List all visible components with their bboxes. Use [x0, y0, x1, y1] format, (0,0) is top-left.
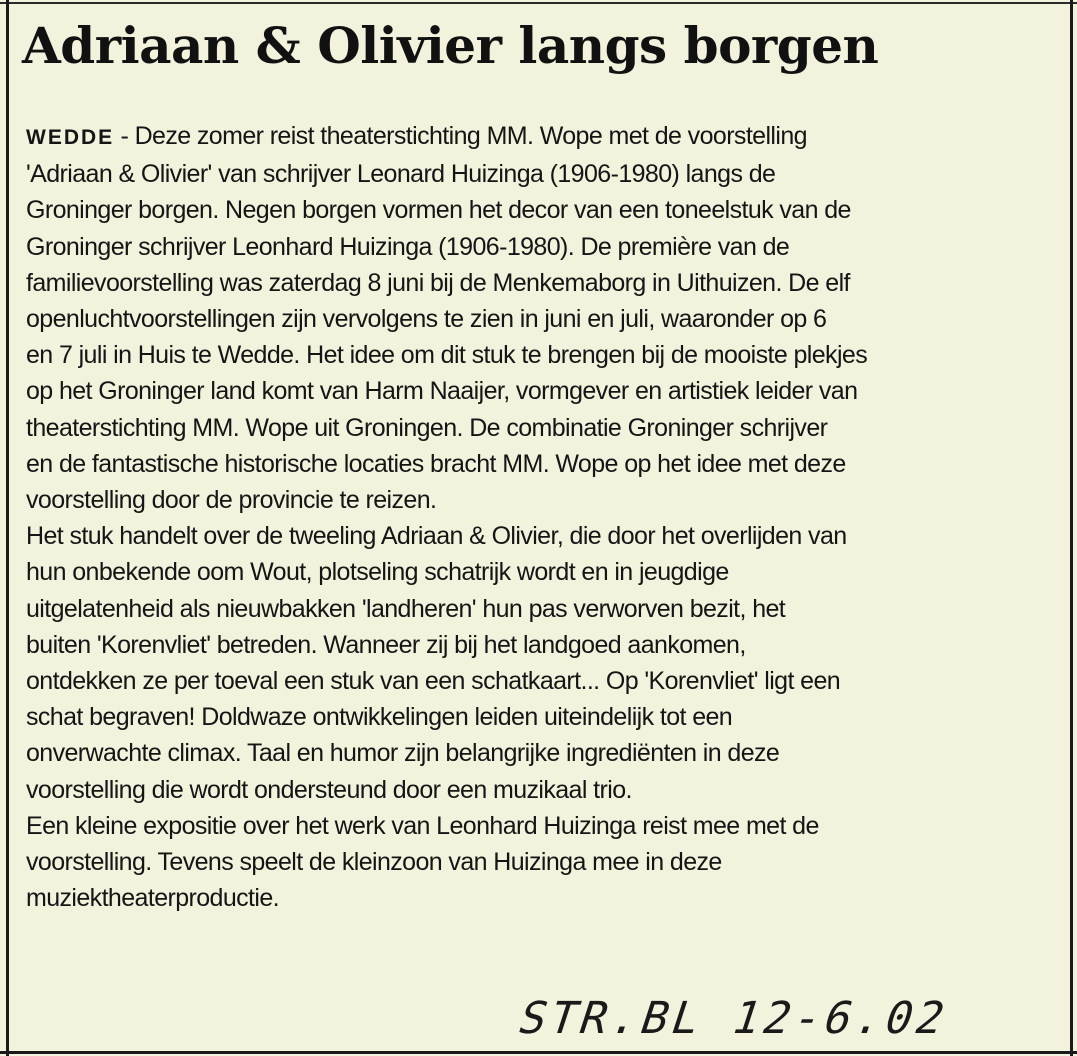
article-line: Een kleine expositie over het werk van Leonhard Huizinga reist mee met de	[26, 811, 819, 840]
article-line: onverwachte climax. Taal en humor zijn belangrijke ingrediënten in deze	[26, 739, 780, 768]
dateline: WEDDE	[26, 126, 115, 149]
clipping-edge-right	[1070, 0, 1073, 1056]
article-line: 'Adriaan & Olivier' van schrijver Leonard Huizinga (1906-1980) langs de	[26, 160, 776, 189]
article-line: Het stuk handelt over de tweeling Adriaan & Olivier, die door het overlijden van	[26, 522, 847, 551]
article-line: voorstelling. Tevens speelt de kleinzoon van Huizinga mee in deze	[26, 848, 722, 877]
article-line: voorstelling die wordt ondersteund door een muzikaal trio.	[26, 775, 632, 804]
article-line: theaterstichting MM. Wope uit Groningen. De combinatie Groninger schrijver	[26, 413, 828, 442]
article-line: muziektheaterproductie.	[26, 884, 280, 913]
article-line: Groninger schrijver Leonhard Huizinga (1906-1980). De première van de	[26, 232, 790, 261]
article-line: hun onbekende oom Wout, plotseling schatrijk wordt en in jeugdige	[26, 558, 729, 587]
clipping-edge-top	[0, 2, 1077, 4]
article-line: schat begraven! Doldwaze ontwikkelingen leiden uiteindelijk tot een	[26, 703, 733, 732]
article-headline: Adriaan & Olivier langs borgen	[22, 16, 879, 75]
clipping-edge-bottom	[0, 1051, 1077, 1054]
article-line	[26, 118, 1056, 156]
article-body	[26, 118, 1056, 916]
article-line: en 7 juli in Huis te Wedde. Het idee om dit stuk te brengen bij de mooiste plekjes	[26, 341, 868, 370]
clipping-edge-left	[6, 0, 9, 1056]
article-line: familievoorstelling was zaterdag 8 juni bij de Menkemaborg in Uithuizen. De elf	[26, 268, 850, 297]
article-line: openluchtvoorstellingen zijn vervolgens te zien in juni en juli, waaronder op 6	[26, 305, 827, 334]
article-line: buiten 'Korenvliet' betreden. Wanneer zij bij het landgoed aankomen,	[26, 630, 746, 659]
article-line: uitgelatenheid als nieuwbakken 'landheren' hun pas verworven bezit, het	[26, 594, 786, 623]
article-line: en de fantastische historische locaties bracht MM. Wope op het idee met deze	[26, 449, 846, 478]
article-paragraph-2	[26, 518, 1056, 808]
article-line: voorstelling door de provincie te reizen.	[26, 486, 437, 515]
article-paragraph-1	[26, 118, 1056, 518]
handwritten-date-note: STR.BL 12-6.02	[511, 993, 956, 1044]
article-paragraph-3	[26, 808, 1056, 917]
article-line: Groninger borgen. Negen borgen vormen het decor van een toneelstuk van de	[26, 196, 851, 225]
article-line: ontdekken ze per toeval een stuk van een schatkaart... Op 'Korenvliet' ligt een	[26, 667, 841, 696]
article-line-text: - Deze zomer reist theaterstichting MM. Wope met de voorstelling	[114, 122, 807, 150]
article-line: op het Groninger land komt van Harm Naaijer, vormgever en artistiek leider van	[26, 377, 858, 406]
